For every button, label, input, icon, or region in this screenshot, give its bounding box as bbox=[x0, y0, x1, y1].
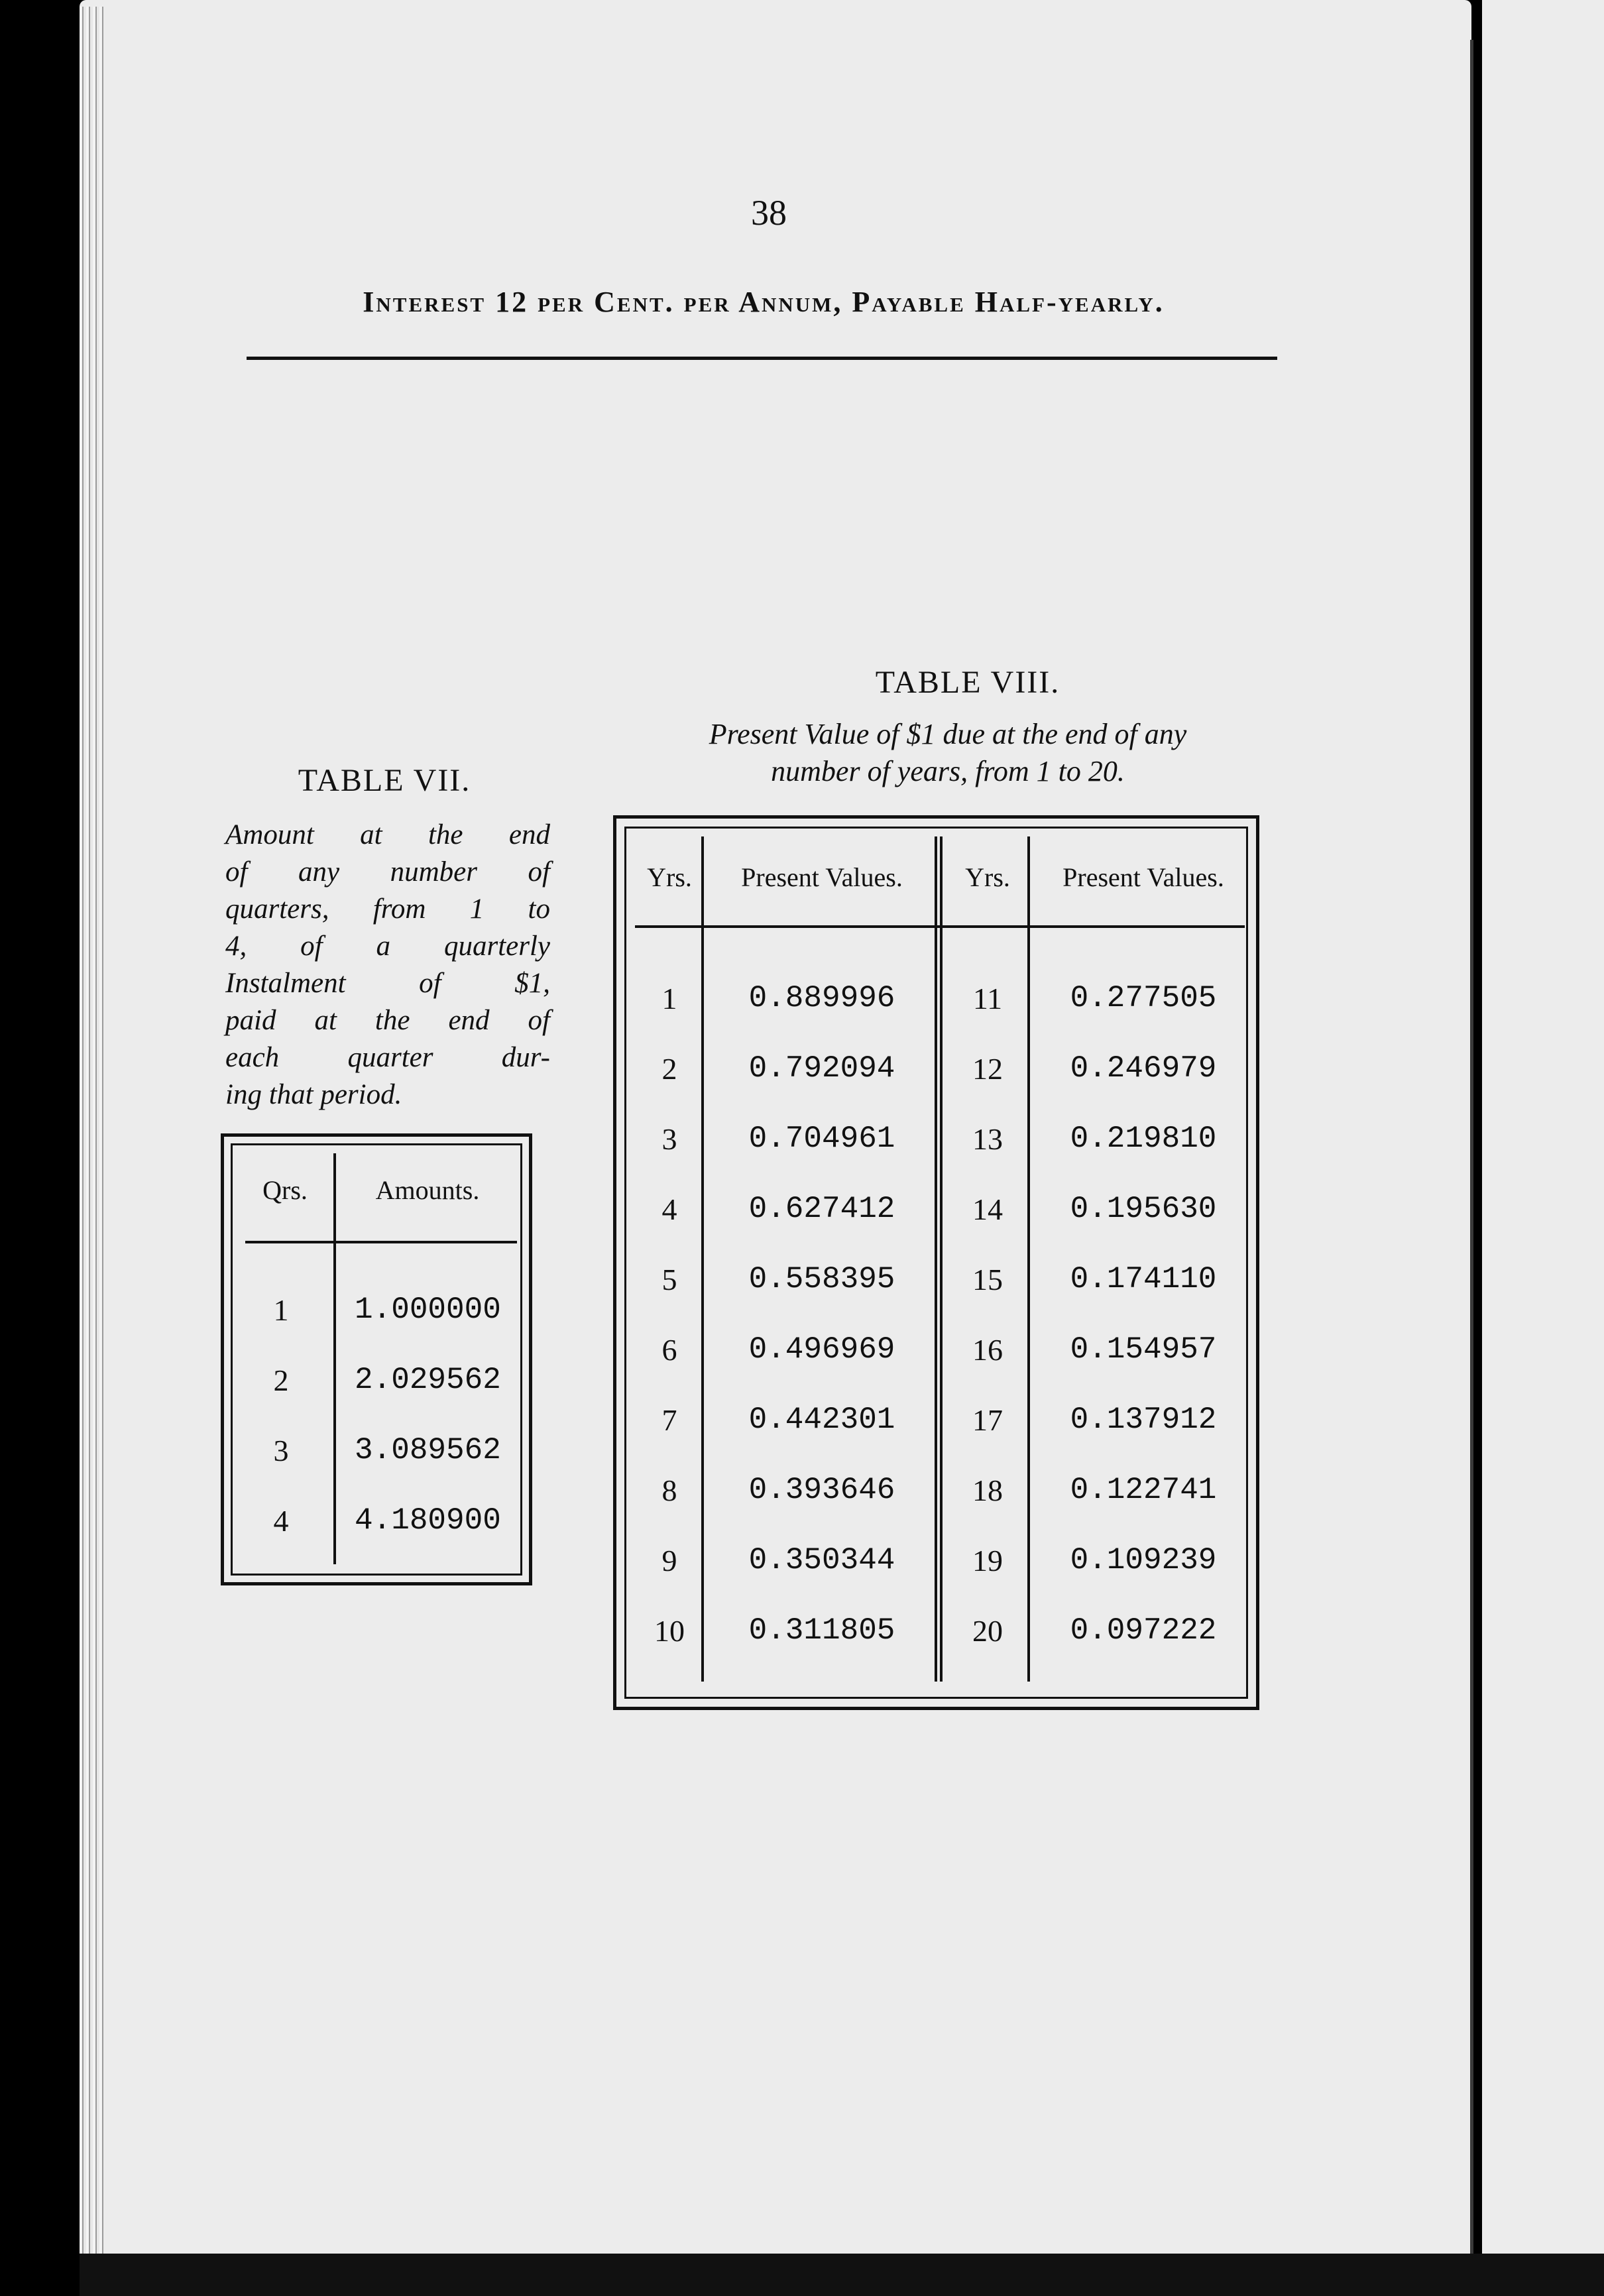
table8-column-rule bbox=[1027, 836, 1030, 1682]
table7-desc-line: Instalment of $1, bbox=[225, 968, 550, 999]
table8-column-rule bbox=[935, 836, 937, 1682]
table7-title: TABLE VII. bbox=[298, 763, 471, 798]
table8-header-yrs: Yrs. bbox=[965, 862, 1010, 892]
table7-amount: 4.180900 bbox=[355, 1503, 501, 1538]
table8-year: 13 bbox=[972, 1122, 1003, 1156]
table7-desc-line: of any number of bbox=[225, 856, 550, 888]
table7-amount: 2.029562 bbox=[355, 1363, 501, 1397]
page-edges bbox=[80, 7, 103, 2260]
table7-header-rule bbox=[245, 1241, 517, 1243]
table8-year: 5 bbox=[661, 1263, 677, 1296]
table7-header-amounts: Amounts. bbox=[375, 1175, 480, 1205]
table8-present-value: 0.122741 bbox=[1070, 1473, 1217, 1507]
table8-present-value: 0.311805 bbox=[748, 1613, 895, 1648]
table8-year: 12 bbox=[972, 1052, 1003, 1086]
table7-amount: 1.000000 bbox=[355, 1292, 501, 1327]
table8-year: 3 bbox=[661, 1122, 677, 1156]
table8-present-value: 0.174110 bbox=[1070, 1262, 1217, 1296]
table8-column-rule bbox=[940, 836, 943, 1682]
table8-present-value: 0.277505 bbox=[1070, 981, 1217, 1015]
table8-header-present-values: Present Values. bbox=[741, 862, 903, 892]
table7-desc-line: paid at the end of bbox=[225, 1005, 550, 1036]
table7-desc-line: each quarter dur- bbox=[225, 1042, 550, 1073]
table8-present-value: 0.627412 bbox=[748, 1192, 895, 1226]
table8-present-value: 0.792094 bbox=[748, 1051, 895, 1086]
table8-year: 19 bbox=[972, 1544, 1003, 1578]
table8-year: 16 bbox=[972, 1333, 1003, 1367]
binding-edge bbox=[1470, 40, 1473, 2280]
header-rule bbox=[247, 357, 1277, 360]
table8-year: 15 bbox=[972, 1263, 1003, 1296]
table7-amount: 3.089562 bbox=[355, 1433, 501, 1467]
table8-desc-line: number of years, from 1 to 20. bbox=[771, 755, 1125, 787]
table8-header-yrs: Yrs. bbox=[647, 862, 692, 892]
table8-year: 7 bbox=[661, 1403, 677, 1437]
table7-desc-line: quarters, from 1 to bbox=[225, 893, 550, 925]
facing-page-strip bbox=[1482, 0, 1604, 2296]
table8-present-value: 0.350344 bbox=[748, 1543, 895, 1578]
table8-present-value: 0.097222 bbox=[1070, 1613, 1217, 1648]
table8-year: 11 bbox=[972, 982, 1003, 1015]
table8-year: 1 bbox=[661, 982, 677, 1015]
table8-present-value: 0.558395 bbox=[748, 1262, 895, 1296]
table7-qr: 4 bbox=[273, 1504, 289, 1538]
table8-year: 6 bbox=[661, 1333, 677, 1367]
page-number: 38 bbox=[751, 193, 787, 233]
table8-year: 20 bbox=[972, 1614, 1003, 1648]
table8-year: 17 bbox=[972, 1403, 1003, 1437]
table8-header-present-values: Present Values. bbox=[1062, 862, 1224, 892]
table8-year: 14 bbox=[972, 1192, 1003, 1226]
table8-present-value: 0.109239 bbox=[1070, 1543, 1217, 1578]
table7-desc-line: ing that period. bbox=[225, 1079, 402, 1110]
scan-shadow bbox=[80, 2254, 1604, 2296]
table7-desc-line: Amount at the end bbox=[225, 819, 550, 850]
table8-present-value: 0.704961 bbox=[748, 1121, 895, 1156]
table8-present-value: 0.195630 bbox=[1070, 1192, 1217, 1226]
table8-present-value: 0.154957 bbox=[1070, 1332, 1217, 1367]
table8-description bbox=[616, 716, 1279, 790]
table8-title: TABLE VIII. bbox=[875, 665, 1060, 700]
table8-year: 18 bbox=[972, 1473, 1003, 1507]
table8-desc-line: Present Value of $1 due at the end of any bbox=[709, 718, 1187, 750]
table8-present-value: 0.137912 bbox=[1070, 1403, 1217, 1437]
table7-column-rule bbox=[333, 1153, 336, 1564]
table7-desc-line: 4, of a quarterly bbox=[225, 931, 550, 962]
table8-year: 9 bbox=[661, 1544, 677, 1578]
table8-year: 8 bbox=[661, 1473, 677, 1507]
table7-qr: 1 bbox=[273, 1293, 289, 1327]
table8-present-value: 0.889996 bbox=[748, 981, 895, 1015]
table8-present-value: 0.442301 bbox=[748, 1403, 895, 1437]
table7-description bbox=[225, 817, 550, 1114]
table8-present-value: 0.219810 bbox=[1070, 1121, 1217, 1156]
table7-header-qrs: Qrs. bbox=[262, 1175, 308, 1205]
table8-year: 10 bbox=[654, 1614, 685, 1648]
table8-present-value: 0.496969 bbox=[748, 1332, 895, 1367]
running-head: Interest 12 per Cent. per Annum, Payable Half-yearly. bbox=[363, 286, 1165, 318]
table8-year: 2 bbox=[661, 1052, 677, 1086]
table8-header-rule bbox=[635, 925, 1245, 928]
table8-present-value: 0.393646 bbox=[748, 1473, 895, 1507]
table7-qr: 2 bbox=[273, 1363, 289, 1397]
table8-present-value: 0.246979 bbox=[1070, 1051, 1217, 1086]
table7-qr: 3 bbox=[273, 1434, 289, 1467]
table8-year: 4 bbox=[661, 1192, 677, 1226]
